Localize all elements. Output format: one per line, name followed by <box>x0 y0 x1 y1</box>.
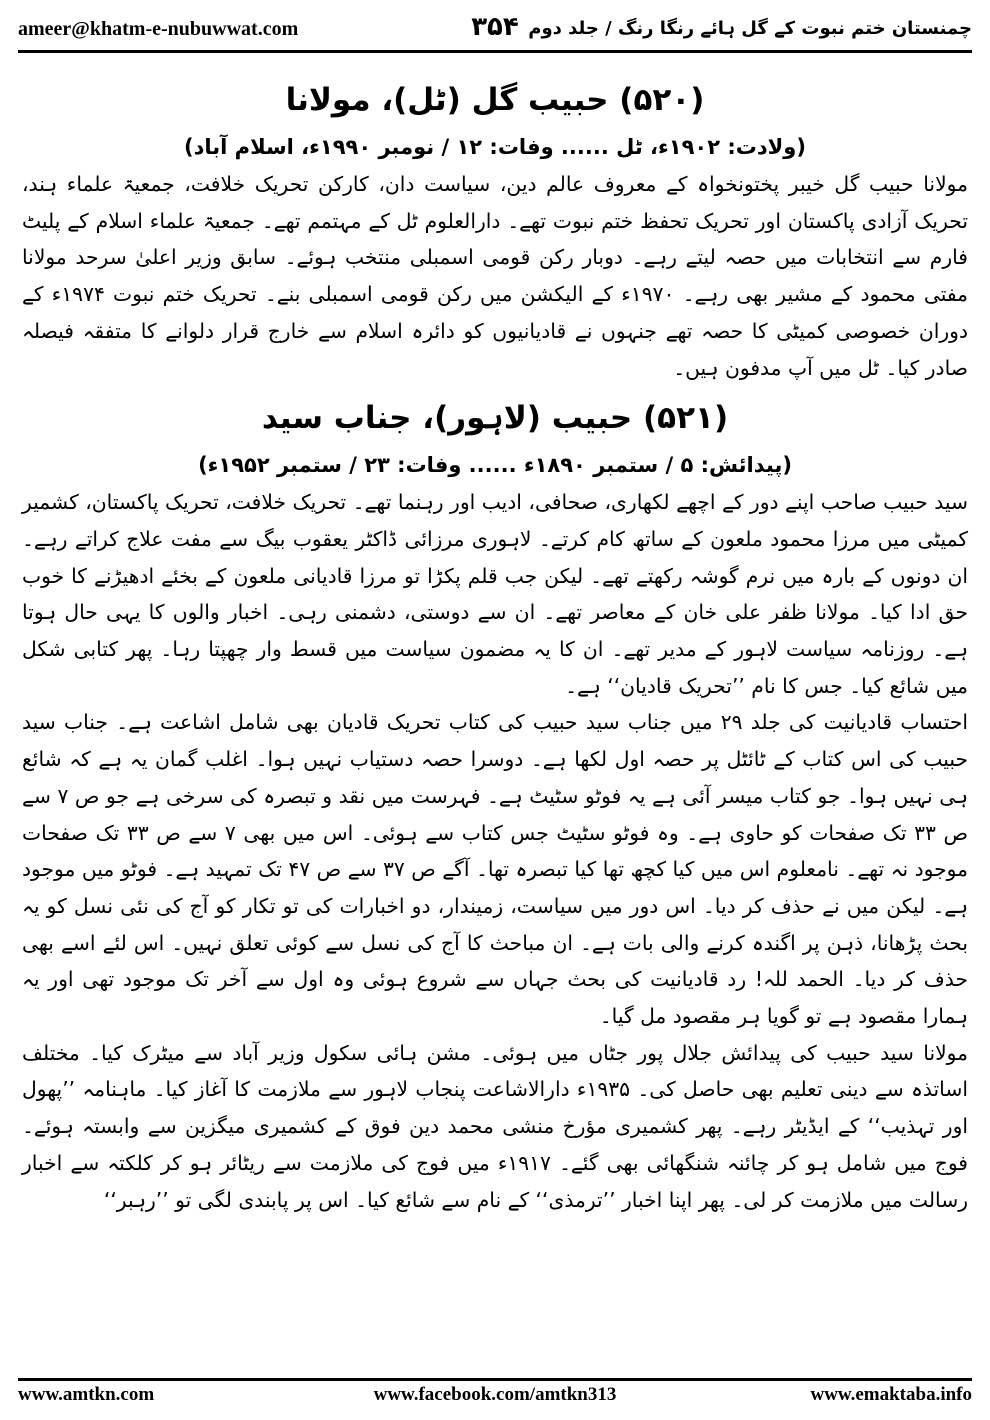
entry-paragraph: مولانا سید حبیب کی پیدائش جلال پور جٹاں میں ہوئی۔ مشن ہائی سکول وزیر آباد سے میٹرک کیا۔ مختلف اساتذہ سے دینی تعلیم بھی حاصل کی۔ ۱۹۳۵ء دارالاشاعت پنجاب لاہور سے ملازمت کا آغاز کیا۔ ماہنامہ ’’پھول اور تہذیب‘‘ کے ایڈیٹر رہے۔ پھر کشمیری مؤرخ منشی محمد دین فوق کے کشمیری میگزین سے وابستہ ہوئے۔ فوج میں شامل ہو کر چائنہ شنگھائی بھی گئے۔ ۱۹۱۷ء میں فوج کی ملازمت سے ریٹائر ہو کر کلکتہ سے اخبار رسالت میں ملازمت کر لی۔ پھر اپنا اخبار ’’ترمذی‘‘ کے نام سے شائع کیا۔ اس پر پابندی لگی تو ’’رہبر‘‘ <box>22 1040 968 1212</box>
entry-title: (۵۲۱) حبیب (لاہور)، جناب سید <box>261 400 729 437</box>
footer-divider <box>18 1378 972 1381</box>
entry-dates: (پیدائش: ۵ / ستمبر ۱۸۹۰ء ...... وفات: ۲۳ / ستمبر ۱۹۵۲ء) <box>198 453 792 478</box>
entry-paragraph: مولانا حبیب گل خیبر پختونخواہ کے معروف عالم دین، سیاست دان، کارکن تحریک خلافت، جمعیۃ علماء ہند، تحریک آزادی پاکستان اور تحریک تحفظ ختم نبوت تھے۔ دارالعلوم ٹل کے مہتمم تھے۔ جمعیۃ علماء اسلام کے پلیٹ فارم سے انتخابات میں حصہ لیتے رہے۔ دوبار رکن قومی اسمبلی منتخب ہوئے۔ سابق وزیر اعلیٰ سرحد مولانا مفتی محمود کے مشیر بھی رہے۔ ۱۹۷۰ء کے الیکشن میں رکن قومی اسمبلی بنے۔ تحریک ختم نبوت ۱۹۷۴ء کے دوران خصوصی کمیٹی کا حصہ تھے جنہوں نے قادیانیوں کو دائرہ اسلام سے خارج قرار دلوانے کا متفقہ فیصلہ صادر کیا۔ ٹل میں آپ مدفون ہیں۔ <box>22 172 969 380</box>
entry-520 <box>22 78 968 386</box>
page-header <box>18 12 972 46</box>
entry-521 <box>22 396 968 1218</box>
header-email: ameer@khatm-e-nubuwwat.com <box>18 18 299 40</box>
page-footer <box>18 1384 972 1412</box>
entry-paragraph: احتساب قادیانیت کی جلد ۲۹ میں جناب سید حبیب کی کتاب تحریک قادیان بھی شامل اشاعت ہے۔ جناب سید حبیب کی اس کتاب کے ٹائٹل پر حصہ اول لکھا ہے۔ دوسرا حصہ دستیاب نہیں ہوا۔ اغلب گمان یہ ہے کہ شائع ہی نہیں ہوا۔ جو کتاب میسر آئی ہے یہ فوٹو سٹیٹ ہے۔ فہرست میں نقد و تبصرہ کی سرخی ہے جو ص ۷ سے ص ۳۳ تک صفحات کو حاوی ہے۔ وہ فوٹو سٹیٹ جس کتاب سے ہوئی۔ اس میں بھی ۷ سے ص ۳۳ تک صفحات موجود نہ تھے۔ نامعلوم اس میں کیا کچھ تھا کیا تبصرہ تھا۔ آگے ص ۳۷ سے ص ۴۷ تک تمہید ہے۔ فوٹو میں موجود ہے۔ لیکن میں نے حذف کر دیا۔ اس دور میں سیاست، زمیندار، دو اخبارات کی تو تکار کو آج کی نئی نسل کو یہ بحث پڑھانا، ذہن پر اگندہ کرنے والی بات ہے۔ ان مباحث کا آج کی نسل سے کوئی تعلق نہیں۔ اس لئے اسے بھی حذف کر دیا۔ الحمد للہ! رد قادیانیت کی بحث جہاں سے شروع ہوئی وہ اول سے آخر تک موجود تھی اور یہ ہمارا مقصود ہے تو گویا ہر مقصود مل گیا۔ <box>22 710 968 1029</box>
header-divider <box>18 50 972 53</box>
footer-link-amtkn[interactable]: www.amtkn.com <box>18 1384 155 1405</box>
footer-link-facebook[interactable]: www.facebook.com/amtkn313 <box>373 1384 617 1405</box>
entry-title: (۵۲۰) حبیب گل (ٹل)، مولانا <box>285 82 705 118</box>
entry-paragraph: سید حبیب صاحب اپنے دور کے اچھے لکھاری، صحافی، ادیب اور رہنما تھے۔ تحریک خلافت، تحریک پاکستان، کشمیر کمیٹی میں مرزا محمود ملعون کے ساتھ کام کرتے۔ لاہوری مرزائی ڈاکٹر یعقوب بیگ سے مفت علاج کراتے رہے۔ ان دونوں کے بارہ میں نرم گوشہ رکھتے تھے۔ لیکن جب قلم پکڑا تو مرزا قادیانی ملعون کے بخئے ادھیڑنے کا خوب حق ادا کیا۔ مولانا ظفر علی خان کے معاصر تھے۔ ان سے دوستی، دشمنی رہی۔ اخبار والوں کا یہی حال ہوتا ہے۔ روزنامہ سیاست لاہور کے مدیر تھے۔ ان کا یہ مضمون سیاست میں قسط وار چھپتا رہا۔ پھر کتابی شکل میں شائع کیا۔ جس کا نام ’’تحریک قادیان‘‘ ہے۔ <box>22 490 968 698</box>
footer-link-emaktaba[interactable]: www.emaktaba.info <box>810 1384 972 1405</box>
book-title: چمنستان ختم نبوت کے گل ہائے رنگا رنگ / جلد دوم <box>528 18 972 39</box>
page-number: ۳۵۴ <box>471 12 519 42</box>
page-content <box>22 70 968 1218</box>
entry-dates: (ولادت: ۱۹۰۲ء، ٹل ...... وفات: ۱۲ / نومبر ۱۹۹۰ء، اسلام آباد) <box>184 135 806 159</box>
